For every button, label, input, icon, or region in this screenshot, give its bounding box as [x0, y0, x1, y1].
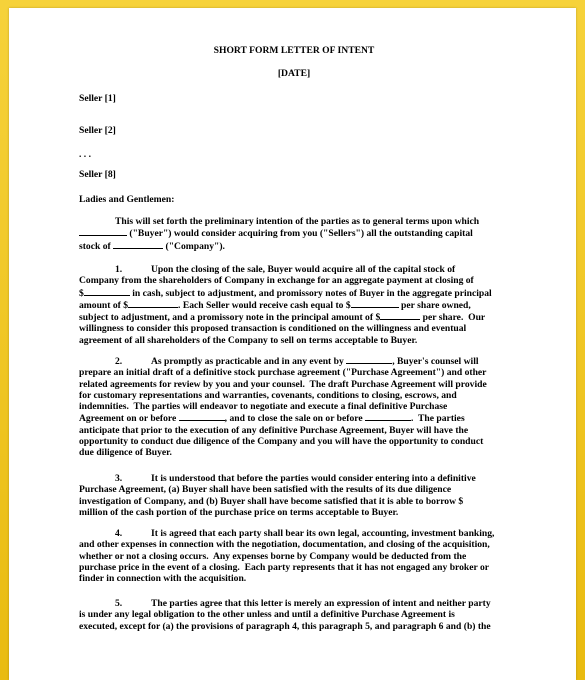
- p4-line-1: It is agreed that each party shall bear its own legal, accounting, investment banking,: [151, 528, 495, 539]
- document-title: SHORT FORM LETTER OF INTENT: [213, 45, 375, 56]
- p1-line-4a: amount of $: [79, 299, 129, 311]
- p3-line-4: million of the cash portion of the purchase price on terms acceptable to Buyer.: [79, 506, 399, 518]
- p3-line-2: Purchase Agreement, (a) Buyer shall have been satisfied with the results of its due diligence: [79, 484, 452, 496]
- p1-line-3: in cash, subject to adjustment, and promissory notes of Buyer in the aggregate principal: [132, 287, 492, 299]
- p2-line-5: indemnities. The parties will endeavor to negotiate and execute a final definitive Purchase: [79, 401, 448, 413]
- intro-line-1: This will set forth the preliminary intention of the parties as to general terms upon which: [115, 216, 480, 227]
- seller-1: Seller [1]: [79, 93, 116, 104]
- p1-line-6: willingness to consider this proposed transaction is conditioned on the willingness and eventual: [79, 323, 467, 335]
- salutation: Ladies and Gentlemen:: [79, 194, 175, 205]
- note-per-share-blank: [380, 311, 420, 320]
- p2-line-9: due diligence of Buyer.: [79, 447, 172, 459]
- p1-line-4c: per share owned,: [401, 299, 471, 311]
- p2-line-7: anticipate that prior to the execution of any definitive Purchase Agreement, Buyer will have the: [79, 424, 469, 436]
- p1-line-4b: . Each Seller would receive cash equal to $: [178, 299, 351, 311]
- draft-date-blank: [346, 355, 392, 364]
- p4-line-5: finder in connection with the acquisition.: [79, 573, 247, 585]
- p2-line-4: for customary representations and warranties, covenants, conditions to closing, escrows, and: [79, 389, 457, 401]
- intro-line-3b: ("Company").: [165, 240, 225, 252]
- execution-date-blank: [179, 412, 225, 421]
- document-date: [DATE]: [277, 68, 311, 79]
- p2-line-1b: , Buyer's counsel will: [392, 356, 479, 367]
- p1-line-1: Upon the closing of the sale, Buyer would acquire all of the capital stock of: [151, 264, 456, 275]
- p5-line-1: The parties agree that this letter is merely an expression of intent and neither party: [151, 598, 491, 609]
- p2-line-1a: As promptly as practicable and in any event by: [151, 356, 344, 367]
- cash-per-share-blank: [351, 299, 399, 308]
- seller-2: Seller [2]: [79, 125, 116, 136]
- intro-paragraph: [79, 216, 509, 252]
- company-name-blank: [113, 240, 163, 249]
- p1-line-5b: per share. Our: [422, 312, 486, 324]
- document-page: [9, 8, 576, 680]
- paragraph-5: [79, 598, 509, 632]
- closing-date-blank: [365, 412, 411, 421]
- paragraph-3: [79, 473, 509, 518]
- p1-line-5a: subject to adjustment, and a promissory note in the principal amount of $: [79, 312, 381, 324]
- p2-line-3: related agreements for review by you and your counsel. The draft Purchase Agreement will provide: [79, 378, 487, 390]
- paragraph-4: [79, 528, 509, 584]
- p2-line-2: prepare an initial draft of a definitive stock purchase agreement ("Purchase Agreement") and other: [79, 367, 487, 379]
- p2-line-6c: . The parties: [411, 413, 465, 425]
- paragraph-1: [79, 264, 509, 346]
- p2-line-8: opportunity to conduct due diligence of the Company and you will have the opportunity to conduct: [79, 436, 484, 448]
- p4-line-4: purchase price in the event of a closing. Each party represents that it has not engaged any broker or: [79, 561, 490, 573]
- seller-ellipsis: . . .: [79, 149, 91, 160]
- p1-line-2: Company from the shareholders of Company in exchange for an aggregate payment at closing of: [79, 275, 474, 287]
- paragraph-2: [79, 355, 509, 459]
- principal-amount-blank: [128, 299, 178, 308]
- p1-line-7: agreement of all shareholders of the Company to sell on terms acceptable to Buyer.: [79, 334, 418, 346]
- intro-line-3a: stock of: [79, 240, 111, 252]
- buyer-name-blank: [79, 227, 127, 236]
- paragraph-5-number: 5.: [115, 598, 123, 609]
- intro-line-2: ("Buyer") would consider acquiring from you ("Sellers") all the outstanding capital: [129, 228, 473, 240]
- p2-line-6b: , and to close the sale on or before: [224, 413, 363, 425]
- cash-amount-blank: [84, 287, 130, 296]
- p5-line-2: is under any legal obligation to the other unless and until a definitive Purchase Agreement is: [79, 609, 455, 621]
- p4-line-3: whether or not a closing occurs. Any expenses borne by Company would be deducted from the: [79, 550, 467, 562]
- paragraph-4-number: 4.: [115, 528, 123, 539]
- p3-line-3: investigation of Company, and (b) Buyer shall have become satisfied that it is able to borrow $: [79, 495, 464, 507]
- p3-line-1: It is understood that before the parties would consider entering into a definitive: [151, 473, 476, 484]
- paragraph-3-number: 3.: [115, 473, 123, 484]
- p1-dollar-sign: $: [79, 287, 84, 299]
- p4-line-2: and other expenses in connection with the negotiation, documentation, and closing of the acquisition,: [79, 539, 490, 551]
- p2-line-6a: Agreement on or before: [79, 413, 177, 425]
- paragraph-2-number: 2.: [115, 356, 123, 367]
- seller-8: Seller [8]: [79, 169, 116, 180]
- paragraph-1-number: 1.: [115, 264, 123, 275]
- p5-line-3: executed, except for (a) the provisions of paragraph 4, this paragraph 5, and paragraph 6 and (b) the: [79, 620, 491, 632]
